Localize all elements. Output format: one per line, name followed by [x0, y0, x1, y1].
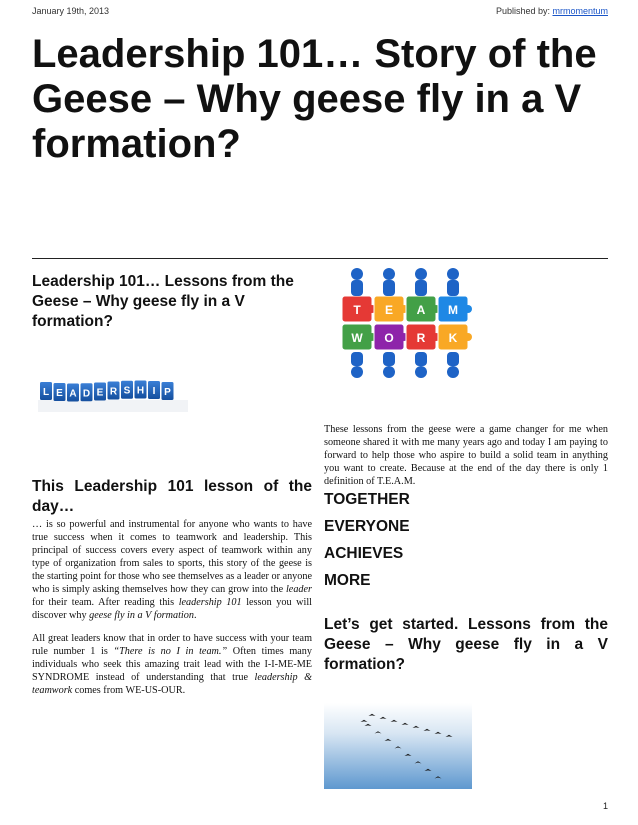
- leadership-block-letter: L: [42, 387, 50, 398]
- figure-head-top: [447, 268, 459, 280]
- p2-text-c: Often times many individuals who seek this amazing trait lead with the I-I-ME-ME SYNDROME instead of understanding that true: [32, 646, 312, 683]
- figure-body-bottom: [415, 352, 427, 366]
- puzzle-letter: A: [416, 303, 426, 317]
- intro-paragraph: These lessons from the geese were a game changer for me when someone shared it with me many years ago and today I am paying to forward to help those who aspire to build a solid team in anything you want to create. Because at the end of the day there is only 1 definition of T.E.A.M.: [324, 424, 608, 487]
- geese-formation-image: [324, 703, 472, 789]
- leadership-block-letter: E: [56, 387, 63, 399]
- figure-body-bottom: [351, 352, 363, 366]
- figure-head-top: [351, 268, 363, 280]
- puzzle-knob: [464, 305, 472, 313]
- p1-em-geese: geese fly in a V formation: [89, 610, 194, 621]
- p2-em-quote: “There is no I in team.”: [113, 646, 228, 657]
- p2-text-e: comes from WE-US-OUR.: [72, 685, 186, 696]
- p1-text-a: … is so powerful and instrumental for anyone who wants to have true success when it comes to teamwork and leadership. This principal of success covers every aspect of teamwork within any type of organization from sales to sports, this story of the geese is the starting point for those who see themselves as a leader or anyone who is simply asking themselves how they can grow into the: [32, 519, 312, 595]
- puzzle-letter: M: [448, 303, 458, 317]
- page-number: 1: [602, 801, 608, 811]
- header-published: [496, 6, 608, 16]
- leadership-block-letter: R: [109, 386, 118, 398]
- teamwork-puzzle-image: [330, 262, 480, 382]
- figure-head-top: [415, 268, 427, 280]
- body-paragraph-2: [32, 632, 312, 697]
- p2-text-a: All great leaders know that in order to have success with your team rule number 1 is: [32, 633, 312, 657]
- p1-text-e: lesson you will discover why: [32, 597, 312, 621]
- team-word-more: MORE: [324, 572, 371, 589]
- body-paragraph-1: [32, 518, 312, 622]
- figure-head-bottom: [383, 366, 395, 378]
- leadership-block-letter: P: [164, 387, 171, 399]
- puzzle-knob: [464, 333, 472, 341]
- leadership-blocks-image: [38, 378, 188, 412]
- leadership-block-letter: S: [123, 385, 131, 397]
- team-word-together: TOGETHER: [324, 491, 410, 508]
- title-divider: [32, 258, 608, 259]
- leadership-block-letter: H: [136, 385, 145, 397]
- figure-body-bottom: [383, 352, 395, 366]
- puzzle-letter: R: [416, 331, 426, 345]
- leadership-block-letter: E: [96, 387, 104, 399]
- leadership-block-letter: A: [69, 388, 77, 400]
- figure-head-bottom: [415, 366, 427, 378]
- section-heading: This Leadership 101 lesson of the day…: [32, 478, 312, 515]
- p1-text-c: for their team. After reading this: [32, 597, 179, 608]
- p1-text-g: .: [193, 610, 197, 621]
- figure-body-top: [447, 280, 459, 296]
- figure-body-bottom: [447, 352, 459, 366]
- p1-em-leadership: leadership 101: [178, 597, 242, 608]
- puzzle-letter: E: [384, 303, 394, 317]
- leadership-block-letter: D: [82, 388, 91, 400]
- puzzle-letter: O: [384, 331, 394, 345]
- puzzle-letter: K: [448, 331, 458, 345]
- figure-head-bottom: [447, 366, 459, 378]
- leadership-block-letter: I: [152, 386, 156, 398]
- puzzle-letter: W: [351, 331, 363, 345]
- p1-em-leader: leader: [285, 584, 312, 595]
- lets-get-started: Let’s get started. Lessons from the Geese – Why geese fly in a V formation?: [324, 616, 608, 673]
- figure-body-top: [415, 280, 427, 296]
- p2-em-teamwork: leadership & teamwork: [32, 672, 312, 696]
- team-word-everyone: EVERYONE: [324, 518, 410, 535]
- figure-head-bottom: [351, 366, 363, 378]
- figure-body-top: [351, 280, 363, 296]
- puzzle-letter: T: [353, 303, 361, 317]
- header-date: January 19th, 2013: [32, 6, 110, 16]
- published-label: Published by:: [495, 6, 553, 16]
- figure-head-top: [383, 268, 395, 280]
- page-title: Leadership 101… Story of the Geese – Why geese fly in a V formation?: [32, 32, 597, 166]
- left-subtitle: Leadership 101… Lessons from the Geese – Why geese fly in a V formation?: [32, 273, 294, 330]
- team-word-achieves: ACHIEVES: [324, 545, 404, 562]
- author-link[interactable]: mrmomentum: [552, 6, 608, 16]
- figure-body-top: [383, 280, 395, 296]
- team-acronym: [324, 490, 608, 598]
